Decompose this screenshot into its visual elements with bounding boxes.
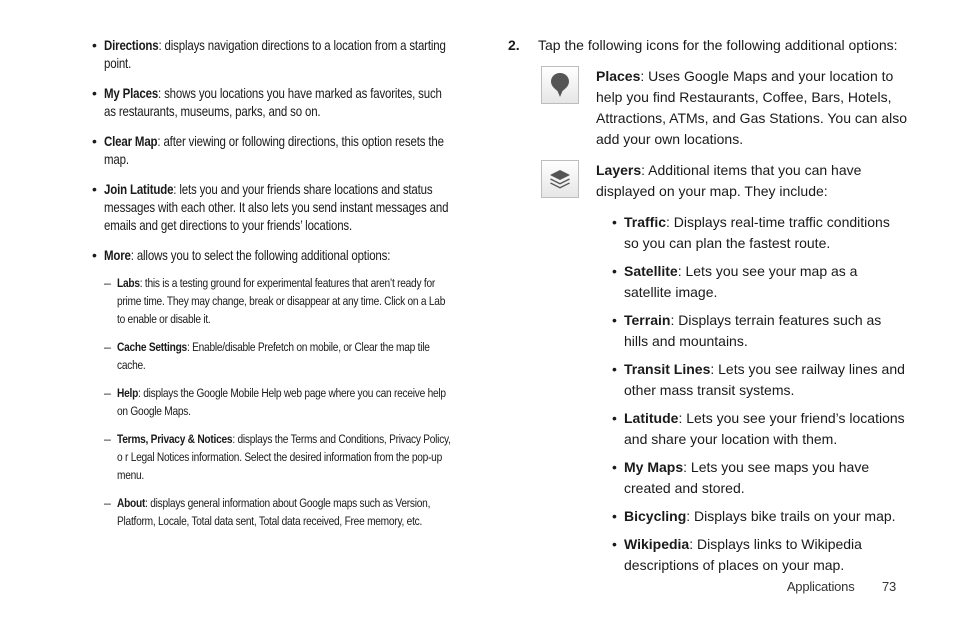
footer-section: Applications [786,579,855,594]
sub-list-item [104,494,452,530]
description: : lets you and your friends share locations and status messages with each other. It also lets you send instant messages and emails and get directions to your friends’ locations. [104,181,449,233]
term: Labs [117,276,140,290]
description: : allows you to select the following additional options: [130,247,391,263]
layers-icon [541,160,579,198]
places-text: : Uses Google Maps and your location to help you find Restaurants, Coffee, Bars, Hotels, Attractions, ATMs, and Gas Stations. You can also add your own locations. [596,68,908,147]
term: Cache Settings [117,340,187,354]
list-item [612,310,908,352]
list-item [612,506,908,527]
page-number: 73 [881,579,896,594]
layers-term: Layers [596,162,642,178]
description: : shows you locations you have marked as favorites, such as restaurants, museums, parks, and so on. [104,85,442,119]
term: Terms, Privacy & Notices [117,432,233,446]
list-item [612,359,908,401]
sub-list-item [104,338,452,374]
layers-text: : Additional items that you can have displayed on your map. They include: [596,162,862,199]
list-item [92,246,452,264]
step-text: Tap the following icons for the following additional options: [538,37,898,53]
list-item [92,180,452,234]
step-number: 2. [508,37,520,53]
list-item [612,261,908,303]
list-item [612,534,908,576]
list-item [612,408,908,450]
description: : Lets you see your map as a satellite image. [624,263,858,300]
list-item [92,132,452,168]
description: : displays general information about Google maps such as Version, Platform, Locale, Total data sent, Total data received, Free memory, etc. [117,496,431,528]
description: : Lets you see maps you have created and stored. [624,459,870,496]
description: : Displays bike trails on your map. [686,508,896,524]
sub-list-item [104,274,452,328]
description: : displays the Google Mobile Help web page where you can receive help on Google Maps. [117,386,446,418]
term: Transit Lines [624,361,711,377]
description: : this is a testing ground for experimental features that aren’t ready for prime time. They may change, break or disappear at any time. Click on a Lab to enable or disable it. [117,276,446,326]
description: : Displays links to Wikipedia descriptions of places on your map. [624,536,862,573]
description: : Lets you see your friend’s locations and share your location with them. [624,410,905,447]
term: Help [117,386,139,400]
term: About [117,496,146,510]
term: Directions [104,37,159,53]
places-term: Places [596,68,641,84]
term: Traffic [624,214,667,230]
term: Satellite [624,263,678,279]
term: More [104,247,131,263]
layer-items-list [612,212,908,576]
term: Join Latitude [104,181,174,197]
term: Bicycling [624,508,687,524]
term: My Maps [624,459,684,475]
right-column [508,36,908,583]
description: : after viewing or following directions, this option resets the map. [104,133,444,167]
term: Latitude [624,410,679,426]
term: Terrain [624,312,671,328]
layers-entry [508,160,908,202]
term: My Places [104,85,159,101]
sub-list-item [104,384,452,420]
term: Clear Map [104,133,158,149]
description: : Displays real-time traffic conditions so you can plan the fastest route. [624,214,890,251]
list-item [92,36,452,72]
term: Wikipedia [624,536,690,552]
more-options-list [104,274,452,530]
description: : Lets you see railway lines and other mass transit systems. [624,361,905,398]
list-item [92,84,452,120]
description: : Enable/disable Prefetch on mobile, or Clear the map tile cache. [117,340,430,372]
description: : displays the Terms and Conditions, Privacy Policy, o r Legal Notices information. Select the desired information from the pop-up menu. [117,432,451,482]
map-pin-icon [541,66,579,104]
description: : displays navigation directions to a location from a starting point. [104,37,446,71]
description: : Displays terrain features such as hills and mountains. [624,312,882,349]
places-entry [508,66,908,150]
left-column [92,36,452,540]
list-item [612,457,908,499]
step-2 [508,36,908,54]
sub-list-item [104,430,452,484]
page-footer [787,579,896,594]
list-item [612,212,908,254]
map-menu-options [92,36,452,264]
